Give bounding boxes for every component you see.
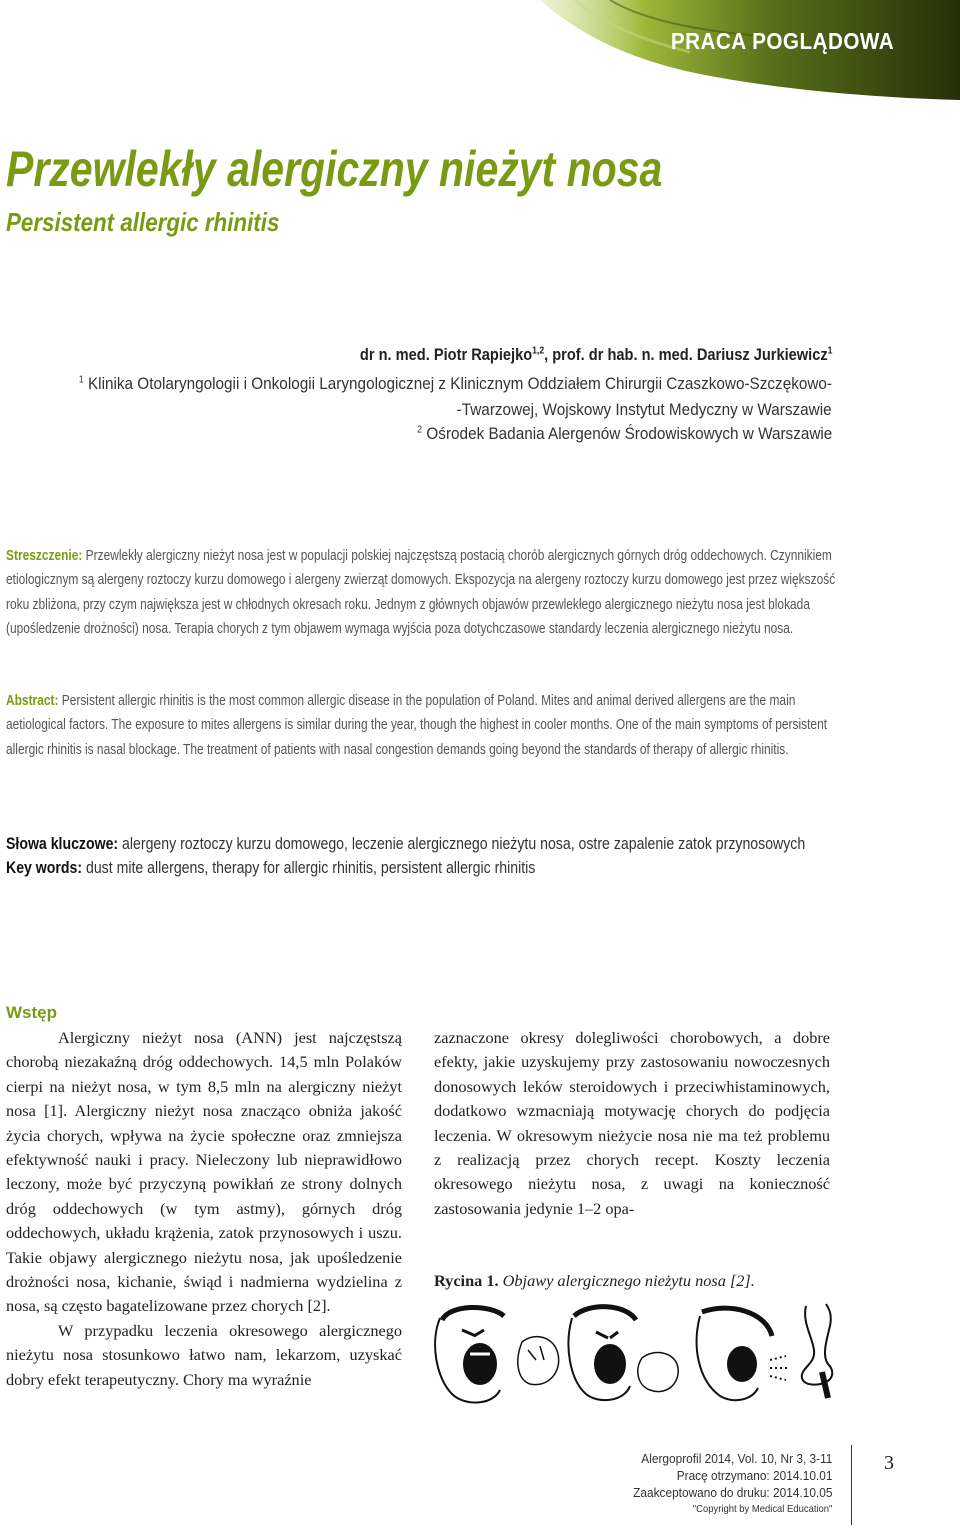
nose-icon [802, 1304, 832, 1398]
author-2-affil: 1 [827, 345, 832, 357]
abstract-text: Persistent allergic rhinitis is the most common allergic disease in the population of Poland. Mites and animal derived allergens are the main aetiological factors. The exposure to mites allergens is similar during the year, though the highest in cooler months. One of the main symptoms of persistent allergic rhinitis is nasal blockage. The treatment of patients with nasal congestion demands going beyond the standards of therapy of allergic rhinitis. [6, 693, 828, 758]
abstract-label: Abstract: [6, 693, 59, 709]
section-label: PRACA POGLĄDOWA [670, 28, 894, 54]
body-column-right [434, 1026, 830, 1221]
affiliation-2-text: Ośrodek Badania Alergenów Środowiskowych w Warszawie [426, 424, 832, 443]
sneezing-profile-icon [697, 1308, 788, 1400]
keywords-en-text: dust mite allergens, therapy for allergic rhinitis, persistent allergic rhinitis [85, 858, 536, 877]
affiliation-1-line-1: Klinika Otolaryngologii i Onkologii Laryngologicznej z Klinicznym Oddziałem Chirurgii Czaszkowo-Szczękowo- [87, 374, 832, 393]
affiliation-1-line-2: -Twarzowej, Wojskowy Instytut Medyczny w Warszawie [457, 400, 832, 419]
keywords-pl [6, 832, 836, 856]
author-1: dr n. med. Piotr Rapiejko [359, 345, 532, 364]
streszczenie-text: Przewlekły alergiczny nieżyt nosa jest w populacji polskiej najczęstszą postacią chorób alergicznych górnych dróg oddechowych. Czynnikiem etiologicznym są alergeny roztoczy kurzu domowego i alergeny zwierząt domowych. Ekspozycja na alergeny roztoczy kurzu domowego jest przez większość roku zbliżona, przy czym największa jest w chłodnych okresach roku. Jednym z głównych objawów przewlekłego alergicznego nieżytu nosa jest blokada (upośledzenie drożności) nosa. Terapia chorych z tym objawem wymaga wyjścia poza dotychczasowe standardy leczenia alergicznego nieżytu nosa. [6, 548, 836, 638]
abstract-block [6, 689, 836, 762]
keywords-pl-label: Słowa kluczowe: [6, 834, 119, 853]
article-subtitle: Persistent allergic rhinitis [6, 207, 280, 237]
affiliation-1-number: 1 [78, 374, 84, 386]
keywords-en [6, 856, 836, 880]
sneezing-face-icon-2 [568, 1307, 636, 1400]
tissue-hand-icon [518, 1337, 559, 1385]
accepted-date: Zaakceptowano do druku: 2014.10.05 [632, 1485, 832, 1500]
tissue-icon-2 [638, 1353, 678, 1392]
author-separator: , [543, 345, 552, 364]
footer-divider [851, 1445, 852, 1525]
journal-citation: Alergoprofil 2014, Vol. 10, Nr 3, 3-11 [640, 1451, 832, 1466]
sneezing-face-icon-1 [435, 1307, 504, 1402]
figure-label: Rycina 1. [434, 1271, 499, 1290]
article-title: Przewlekły alergiczny nieżyt nosa [6, 141, 663, 197]
figure-caption [434, 1271, 755, 1291]
footer-info [633, 1450, 832, 1518]
affiliation-1 [79, 374, 832, 394]
section-heading-wstep: Wstęp [6, 1003, 57, 1022]
keywords-en-label: Key words: [6, 858, 83, 877]
authors-line [359, 345, 832, 365]
received-date: Pracę otrzymano: 2014.10.01 [676, 1468, 832, 1483]
keywords-pl-text: alergeny roztoczy kurzu domowego, leczenie alergicznego nieżytu nosa, ostre zapalenie zatok przynosowych [122, 834, 806, 853]
page-number: 3 [884, 1452, 894, 1474]
affiliation-2-number: 2 [416, 424, 422, 436]
intro-paragraph-1: Alergiczny nieżyt nosa (ANN) jest najczęstszą chorobą niezakaźną dróg oddechowych. 14,5 mln Polaków cierpi na nieżyt nosa, w tym 8,5 mln na alergiczny nieżyt nosa [1]. Alergiczny nieżyt nosa znacząco obniża jakość życia chorych, wpływa na życie społeczne oraz zmniejsza efektywność nauki i pracy. Nieleczony lub nieprawidłowo leczony, może być przyczyną powikłań ze strony dolnych dróg oddechowych (w tym astmy), górnych dróg oddechowych, układu krążenia, zatok przynosowych i uszu. Takie objawy alergicznego nieżytu nosa, jak upośledzenie drożności nosa, kichanie, świąd i nadmierna wydzielina z nosa, są często bagatelizowane przez chorych [2]. [6, 1028, 402, 1316]
streszczenie-label: Streszczenie: [6, 548, 83, 564]
header-band [0, 0, 960, 110]
figure-caption-text: Objawy alergicznego nieżytu nosa [2]. [502, 1271, 755, 1290]
figure-illustration [430, 1302, 846, 1406]
intro-paragraph-2: W przypadku leczenia okresowego alergicznego nieżytu nosa stosunkowo łatwo nam, lekarzom, uzyskać dobry efekt terapeutyczny. Chory ma wyraźnie [6, 1320, 402, 1389]
affiliation-2 [417, 424, 832, 444]
author-2: prof. dr hab. n. med. Dariusz Jurkiewicz [551, 345, 828, 364]
copyright-note: "Copyright by Medical Education" [692, 1503, 832, 1515]
body-column-left [6, 1026, 402, 1392]
author-1-affil: 1,2 [531, 345, 544, 357]
streszczenie-block [6, 544, 836, 642]
intro-paragraph-right: zaznaczone okresy dolegliwości chorobowych, a dobre efekty, jakie uzyskujemy przy zastosowaniu nowoczesnych donosowych leków steroidowych i przeciwhistaminowych, dodatkowo wzmacniają motywację chorych do podjęcia leczenia. W okresowym nieżycie nosa nie ma też problemu z realizacją przez chorych recept. Koszty leczenia okresowego nieżytu nosa, z uwagi na konieczność zastosowania jedynie 1–2 opa- [434, 1028, 830, 1218]
